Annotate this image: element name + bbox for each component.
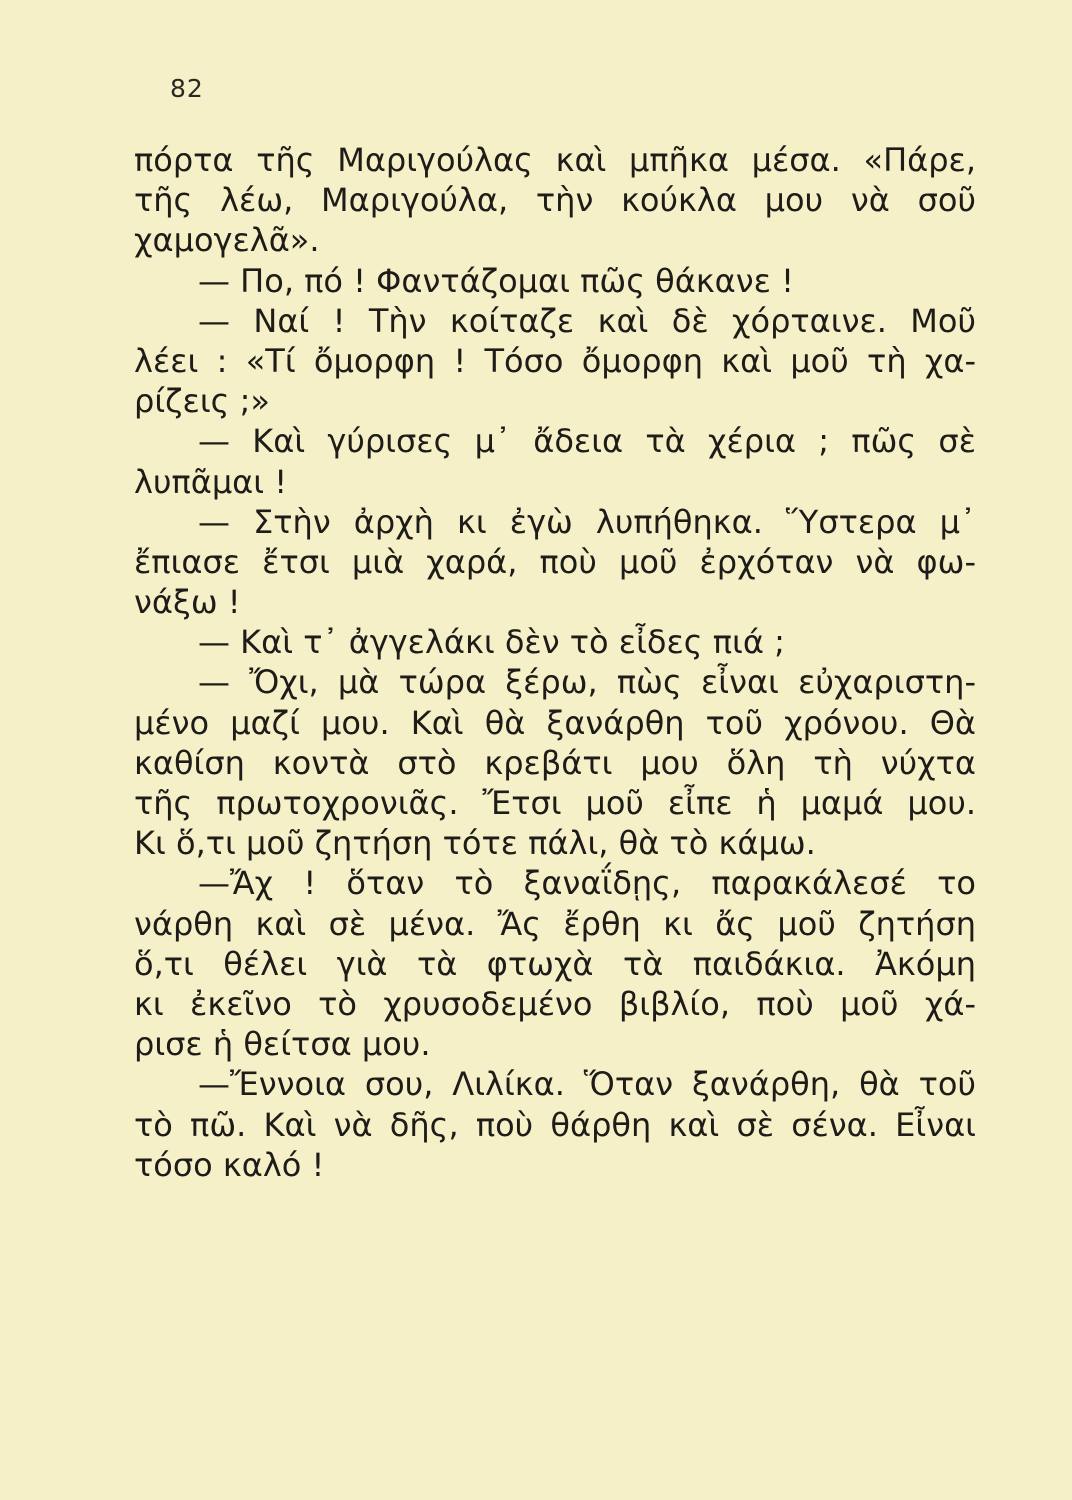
text-line: χαμογελᾶ».	[134, 221, 320, 260]
text-line: λυπᾶμαι !	[134, 462, 288, 501]
text-line: ρίζεις ;»	[134, 382, 270, 421]
text-line: νάξω !	[134, 583, 241, 622]
text-line: κι ἐκεῖνο τὸ χρυσοδεμένο βιβλίο, ποὺ μοῦ χά-	[134, 984, 976, 1023]
text-line: Κι ὅ,τι μοῦ ζητήση τότε πάλι, θὰ τὸ κάμω.	[134, 824, 816, 863]
text-line: — Καὶ τ᾿ ἀγγελάκι δὲν τὸ εἶδες πιά ;	[198, 623, 785, 662]
text-line: μένο μαζί μου. Καὶ θὰ ξανάρθη τοῦ χρόνου. Θὰ	[134, 703, 976, 742]
text-line: νάρθη καὶ σὲ μένα. Ἄς ἔρθη κι ἄς μοῦ ζητήση	[134, 904, 976, 943]
text-line: — Στὴν ἀρχὴ κι ἐγὼ λυπήθηκα. Ὕστερα μ᾿	[198, 502, 976, 541]
text-body	[134, 140, 976, 1185]
text-line: τῆς λέω, Μαριγούλα, τὴν κούκλα μου νὰ σοῦ	[134, 181, 976, 220]
text-line: — Ναί ! Τὴν κοίταζε καὶ δὲ χόρταινε. Μοῦ	[198, 301, 976, 340]
text-line: —Ἄχ ! ὅταν τὸ ξαναΐδῃς, παρακάλεσέ το	[198, 864, 976, 903]
text-line: λέει : «Τί ὄμορφη ! Τόσο ὄμορφη καὶ μοῦ τὴ χα-	[134, 341, 976, 380]
text-line: καθίση κοντὰ στὸ κρεβάτι μου ὅλη τὴ νύχτα	[134, 743, 976, 782]
text-line: ὅ,τι θέλει γιὰ τὰ φτωχὰ τὰ παιδάκια. Ἀκόμη	[134, 944, 976, 983]
text-line: τὸ πῶ. Καὶ νὰ δῆς, ποὺ θάρθη καὶ σὲ σένα. Εἶναι	[134, 1105, 976, 1144]
text-line: τόσο καλό !	[134, 1145, 325, 1184]
text-line: τῆς πρωτοχρονιᾶς. Ἔτσι μοῦ εἶπε ἡ μαμά μου.	[134, 784, 976, 822]
text-line: — Πο, πό ! Φαντάζομαι πῶς θάκανε !	[198, 261, 794, 300]
text-line: — Καὶ γύρισες μ᾿ ἄδεια τὰ χέρια ; πῶς σὲ	[198, 422, 976, 461]
text-line: πόρτα τῆς Μαριγούλας καὶ μπῆκα μέσα. «Πάρε,	[134, 141, 976, 179]
text-line: ρισε ἡ θείτσα μου.	[134, 1025, 431, 1064]
text-line: — Ὄχι, μὰ τώρα ξέρω, πὼς εἶναι εὐχαριστη-	[198, 663, 976, 702]
text-line: ἔπιασε ἔτσι μιὰ χαρά, ποὺ μοῦ ἐρχόταν νὰ φω-	[134, 542, 976, 581]
page-number: 82	[170, 74, 204, 103]
text-line: —Ἔννοια σου, Λιλίκα. Ὅταν ξανάρθη, θὰ τοῦ	[198, 1065, 976, 1104]
